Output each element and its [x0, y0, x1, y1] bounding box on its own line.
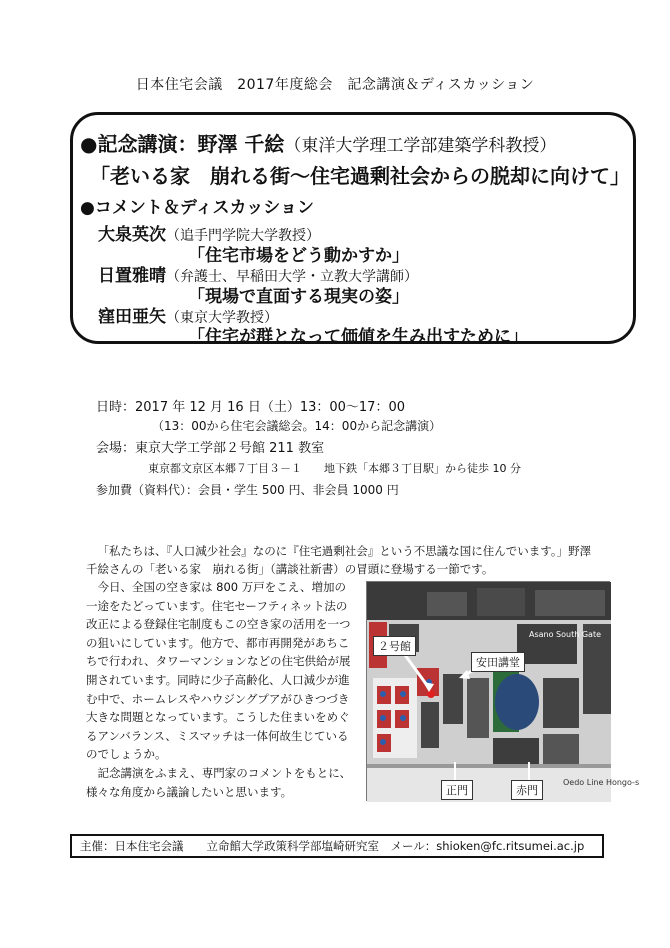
- event-header-title: 日本住宅会議 2017年度総会 記念講演＆ディスカッション: [135, 77, 535, 93]
- event-address: 東京都文京区本郷７丁目３－１ 地下鉄「本郷３丁目駅」から徒歩 10 分: [148, 462, 521, 475]
- panelist-topic: 「現場で直面する現実の姿」: [188, 287, 409, 307]
- map-text-oedo-line: Oedo Line Hongo-s: [563, 778, 640, 787]
- intro-paragraph: 「私たちは、『人口減少社会』なのに『住宅過剰社会』という不思議な国に住んでいます。」野澤千絵さんの「老いる家 崩れる街」（講談社新書）の冒頭に登場する一節です。: [86, 544, 592, 576]
- keynote-speaker: ●記念講演：野澤 千絵: [80, 132, 285, 156]
- keynote-title: 「老いる家 崩れる街～住宅過剰社会からの脱却に向けて」: [90, 164, 630, 188]
- panelist-name: 窪田亜矢: [98, 307, 166, 327]
- panelist-topic: 「住宅市場をどう動かすか」: [188, 246, 409, 266]
- keynote-lecture-line: [80, 128, 556, 157]
- panelist-affiliation: （弁護士、早稲田大学・立教大学講師）: [166, 269, 418, 285]
- event-fee: 参加費（資料代）：会員・学生 500 円、非会員 1000 円: [96, 483, 399, 497]
- map-label-yasuda-auditorium: 安田講堂: [471, 652, 525, 672]
- discussion-heading: ●コメント＆ディスカッション: [80, 198, 314, 218]
- event-venue: 会場：東京大学工学部２号館 211 教室: [96, 441, 325, 456]
- panelist-affiliation: （追手門学院大学教授）: [166, 228, 320, 244]
- map-label-red-gate: 赤門: [511, 780, 543, 800]
- body-text: [86, 578, 356, 801]
- map-label-main-gate: 正門: [441, 780, 473, 800]
- event-datetime: 日時：2017 年 12 月 16 日（土）13：00～17：00: [96, 400, 405, 415]
- panelist-topic: 「住宅が群となって価値を生み出すために」: [188, 327, 528, 347]
- closing-paragraph: 記念講演をふまえ、専門家のコメントをもとに、様々な角度から議論したいと思います。: [86, 765, 352, 799]
- campus-map-graphic: [367, 582, 611, 802]
- map-label-building-2: ２号館: [373, 636, 416, 656]
- panelist-affiliation: （東京大学教授）: [166, 310, 278, 326]
- campus-map: [366, 581, 640, 801]
- keynote-affiliation: （東洋大学理工学部建築学科教授）: [284, 136, 557, 156]
- body-paragraph: 今日、全国の空き家は 800 万戸をこえ、増加の一途をたどっています。住宅セーフティネット法の改正による登録住宅制度もこの空き家の活用を一つの狙いにしています。他方で、都市再開発があちこちで行われ、タワーマンションなどの住宅供給が展開されています。同時に少子高齢化、人口減少が進む中で、ホームレスやハウジングプアがひきつづき大きな問題となっています。こうした住まいをめぐるアンバランス、ミスマッチは一体何故生じているのでしょうか。: [86, 580, 351, 762]
- organizer-footer: 主催：日本住宅会議 立命館大学政策科学部塩崎研究室 メール：shioken@fc.ritsumei.ac.jp: [70, 834, 604, 858]
- panelist-name: 日置雅晴: [98, 266, 166, 286]
- panelist-name: 大泉英次: [98, 225, 166, 245]
- map-text-asano-gate: Asano South Gate: [529, 630, 602, 639]
- event-datetime-note: （13：00から住宅会議総会。14：00から記念講演）: [152, 419, 442, 433]
